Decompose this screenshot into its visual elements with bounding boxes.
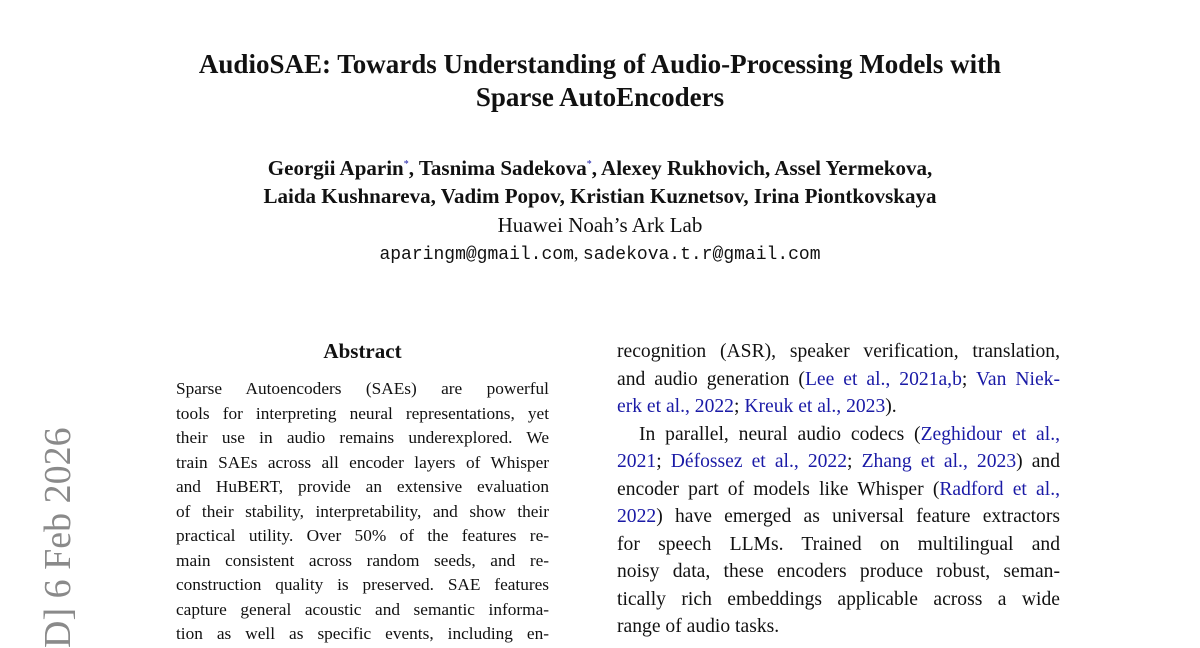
abstract-line: of their stability, interpretability, and show their	[176, 501, 549, 521]
intro-line	[617, 421, 1060, 449]
author-sadekova: Tasnima Sadekova	[418, 156, 587, 180]
intro-line	[617, 476, 1060, 504]
email-aparin: aparingm@gmail.com	[379, 245, 574, 265]
intro-text: ;	[733, 396, 745, 417]
intro-line: noisy data, these encoders produce robust, seman-	[617, 561, 1060, 582]
email-separator: ,	[573, 243, 583, 263]
intro-text: In parallel, neural audio codecs (	[639, 423, 921, 445]
author-line-1-rest: , Alexey Rukhovich, Assel Yermekova,	[591, 156, 933, 180]
author-line-2: Laida Kushnareva, Vadim Popov, Kristian Kuznetsov, Irina Piontkovskaya	[263, 184, 937, 208]
intro-text: ;	[847, 451, 862, 472]
abstract-line: train SAEs across all encoder layers of Whisper	[176, 452, 549, 472]
intro-column	[617, 338, 1060, 641]
intro-text: ;	[961, 368, 976, 390]
citation-link-radford[interactable]: Radford et al.,	[939, 478, 1060, 500]
intro-line	[617, 503, 1060, 531]
abstract-line: construction quality is preserved. SAE features	[176, 575, 549, 594]
citation-link-zhang[interactable]: Zhang et al., 2023	[861, 451, 1017, 472]
intro-line	[617, 448, 1060, 476]
citation-link-van-niekerk[interactable]: erk et al., 2022	[617, 396, 734, 417]
author-list	[0, 154, 1200, 210]
abstract-line: practical utility. Over 50% of the features re-	[176, 526, 549, 545]
abstract-heading: Abstract	[323, 339, 402, 363]
intro-line	[617, 393, 1060, 421]
citation-link-defossez[interactable]: Défossez et al., 2022	[670, 451, 848, 472]
citation-link-zeghidour[interactable]: Zeghidour et al.,	[920, 423, 1060, 445]
intro-line: recognition (ASR), speaker verification, translation,	[617, 341, 1060, 362]
intro-text: ;	[656, 451, 671, 472]
abstract-line: capture general acoustic and semantic informa-	[176, 599, 549, 619]
equal-contribution-mark[interactable]: *	[586, 159, 592, 170]
intro-line: for speech LLMs. Trained on multilingual and	[617, 533, 1060, 555]
title-line-1: AudioSAE: Towards Understanding of Audio-Processing Models with	[198, 49, 1002, 79]
intro-text: ).	[885, 396, 897, 417]
abstract-line: and HuBERT, provide an extensive evaluation	[176, 477, 549, 496]
abstract-line: tion as well as specific events, including en-	[176, 624, 549, 643]
abstract-line: main consistent across random seeds, and re-	[176, 550, 549, 570]
abstract-body	[176, 377, 549, 647]
equal-contribution-mark[interactable]: *	[403, 159, 409, 170]
citation-link-zeghidour[interactable]: 2021	[617, 451, 657, 472]
affiliation: Huawei Noah’s Ark Lab	[497, 213, 703, 237]
author-aparin: Georgii Aparin	[267, 156, 404, 180]
citation-link-van-niekerk[interactable]: Van Niek-	[975, 368, 1061, 390]
citation-link-lee[interactable]: Lee et al., 2021a,b	[804, 368, 962, 390]
intro-line	[617, 366, 1060, 394]
author-line-1: Georgii Aparin*, Tasnima Sadekova*, Alexey Rukhovich, Assel Yermekova,	[267, 156, 933, 180]
citation-link-kreuk[interactable]: Kreuk et al., 2023	[744, 396, 886, 417]
abstract-line: tools for interpreting neural representations, yet	[176, 403, 549, 423]
intro-text: encoder part of models like Whisper (	[617, 478, 940, 500]
intro-text: ) have emerged as universal feature extractors	[656, 506, 1060, 527]
title-line-2: Sparse AutoEncoders	[475, 82, 725, 112]
intro-line: range of audio tasks.	[617, 616, 780, 637]
intro-text: and audio generation (	[617, 368, 805, 390]
intro-text: ) and	[1016, 451, 1061, 472]
email-sadekova: sadekova.t.r@gmail.com	[582, 245, 821, 265]
abstract-line: Sparse Autoencoders (SAEs) are powerful	[176, 379, 549, 398]
intro-line: tically rich embeddings applicable across a wide	[617, 588, 1060, 610]
abstract-line: their use in audio remains underexplored. We	[176, 428, 549, 447]
contact-emails	[0, 240, 1200, 268]
arxiv-side-stamp: D] 6 Feb 2026	[37, 427, 79, 648]
citation-link-radford[interactable]: 2022	[617, 506, 657, 527]
paper-title	[0, 48, 1200, 114]
